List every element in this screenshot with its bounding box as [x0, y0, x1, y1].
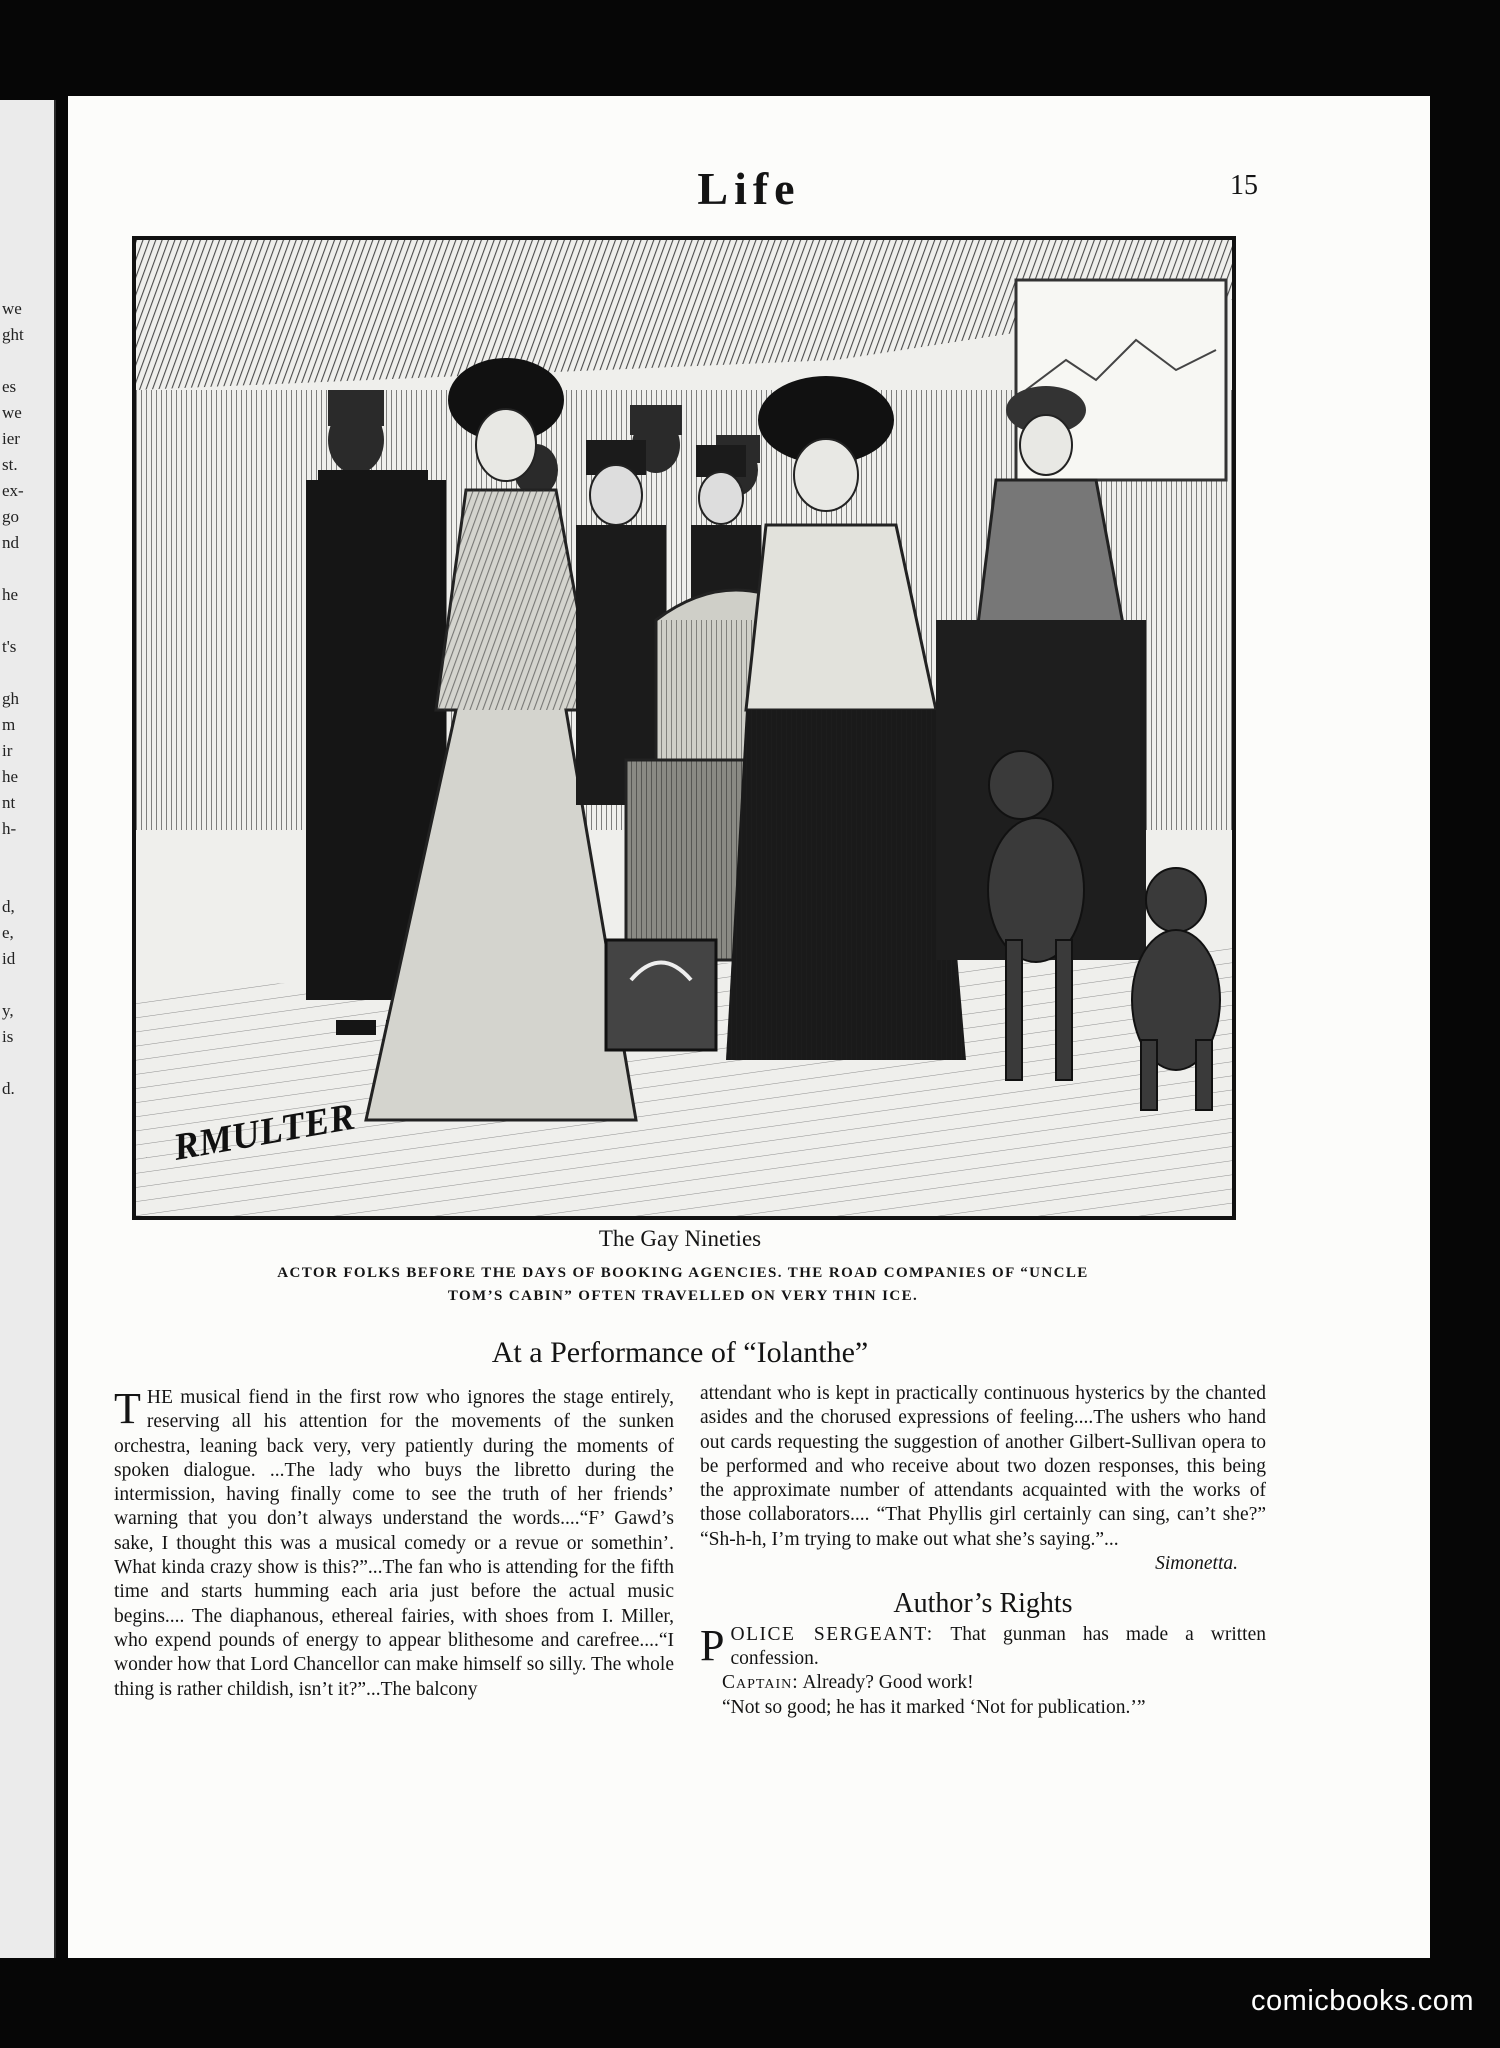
sergeant-line: That gunman has made a written confession. — [730, 1623, 1266, 1669]
article-column-left — [114, 1386, 674, 1702]
article-title: At a Performance of “Iolanthe” — [491, 1336, 869, 1369]
magazine-page — [68, 96, 1430, 1958]
sidebar-title: Author’s Rights — [893, 1588, 1073, 1620]
caption-subtitle: ACTOR FOLKS BEFORE THE DAYS OF BOOKING AGENCIES. THE ROAD COMPANIES OF “UNCLE TOM’S CABIN” OFTEN TRAVELLED ON VERY THIN ICE. — [277, 1265, 1089, 1304]
article-column-right — [700, 1382, 1266, 1720]
dialog-line-2 — [700, 1671, 1266, 1695]
artist-signature: RMULTER — [170, 1095, 358, 1169]
article-dropcap: T — [114, 1384, 141, 1433]
masthead: Life — [697, 163, 801, 214]
captain-line: Already? Good work! — [802, 1672, 974, 1694]
left-page-text: we ght es we ier st. ex- go nd he t's gh m ir he nt h- d, e, id y, is d. — [2, 299, 24, 1098]
page-number: 15 — [1230, 170, 1258, 201]
speaker-captain: Captain: — [722, 1672, 799, 1694]
illustration — [132, 236, 1236, 1220]
watermark: comicbooks.com — [1251, 1985, 1474, 2017]
sidebar-dropcap: P — [700, 1620, 725, 1670]
speaker-sergeant: OLICE SERGEANT: — [730, 1623, 934, 1645]
article-signature: Simonetta. — [1155, 1553, 1238, 1575]
illustration-drawing — [136, 240, 1232, 1216]
left-page-edge — [0, 100, 56, 1958]
dialog-line-3: “Not so good; he has it marked ‘Not for publication.’” — [722, 1696, 1146, 1718]
dialog-line-1 — [700, 1620, 1266, 1672]
article-body-left: HE musical fiend in the first row who ignores the stage entirely, reserving all his attention for the movements of the sunken orchestra, leaning back very, very patiently during the moments of spoken dialogue. ...The lady who buys the libretto during the intermission, having finally come to see the truth of her friends’ warning that you don’t always understand the words....“F’ Gawd’s sake, I thought this was a musical comedy or a revue or somethin’. What kinda crazy show is this?”...The fan who is attending for the fifth time and starts humming each aria just before the actual music begins.... The diaphanous, ethereal fairies, with shoes from I. Miller, who expend pounds of energy to appear blithesome and carefree....“I wonder how that Lord Chancellor can make himself so silly. The whole thing is rather childish, isn’t it?”...The balcony — [114, 1387, 674, 1700]
caption-title: The Gay Nineties — [598, 1226, 762, 1251]
article-body-right: attendant who is kept in practically continuous hysterics by the chanted asides and the chorused expressions of feeling....The ushers who hand out cards requesting the suggestion of another Gilbert-Sullivan opera to be performed and who receive about two dozen responses, this being the approximate number of attendants acquainted with the works of those collaborators.... “That Phyllis girl certainly can sing, can’t she?” “Sh-h-h, I’m trying to make out what she’s saying.”... — [700, 1383, 1266, 1550]
